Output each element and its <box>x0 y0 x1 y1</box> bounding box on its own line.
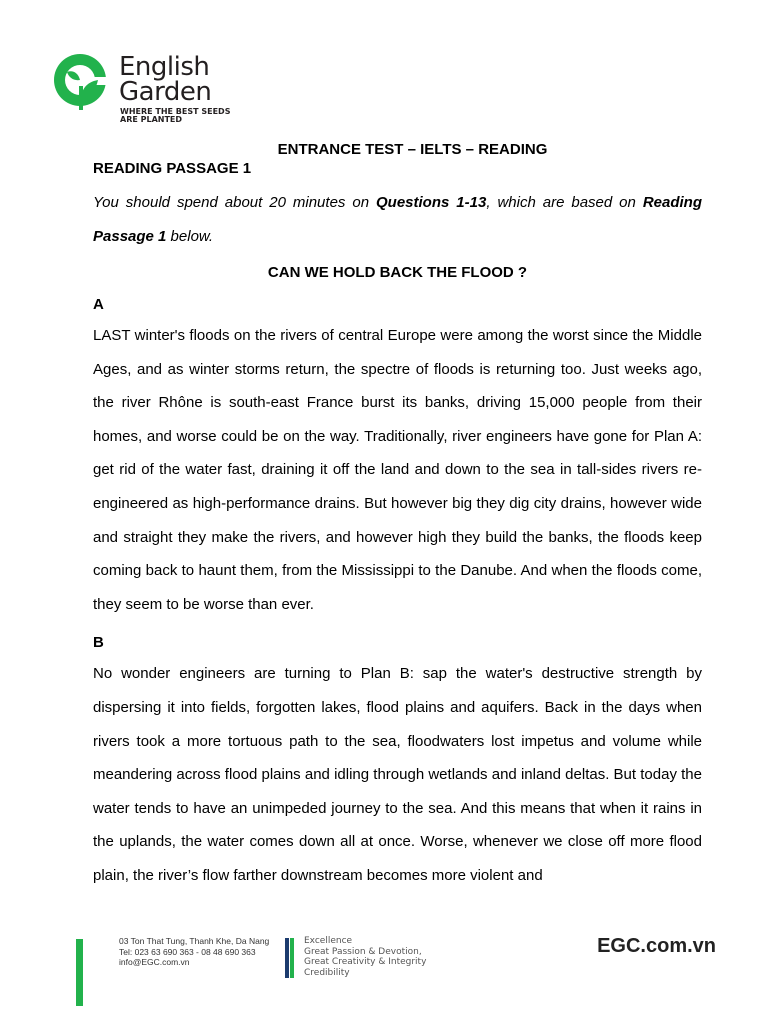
section-paragraph-b: No wonder engineers are turning to Plan B: sap the water's destructive strength by dispersing it into fields, forgotten lakes, flood plains and aquifers. Back in the days when rivers took a more tortuous path to the sea, floodwaters lost impetus and volume while meandering across flood plains and idling through wetlands and inland deltas. But today the water tends to have an unimpeded journey to the sea. And this means that when it rains in the uplands, the water comes down all at once. Worse, whenever we close off more flood plain, the river’s flow farther downstream becomes more violent and <box>93 665 702 884</box>
instructions-questions: Questions 1-13 <box>376 194 487 211</box>
document-body <box>93 140 702 893</box>
value-item: Excellence <box>304 936 353 946</box>
values-accent-bar <box>285 938 296 978</box>
section-label-b: B <box>93 634 104 652</box>
brand-line-1: English <box>119 52 210 82</box>
value-item: Great Passion & Devotion, <box>304 946 422 957</box>
website-url: EGC.com.vn <box>597 935 716 957</box>
footer-green-bar <box>76 939 83 1006</box>
instructions-text-3: below. <box>166 228 214 245</box>
test-title: ENTRANCE TEST – IELTS – READING <box>277 141 548 158</box>
english-garden-logo <box>52 50 242 130</box>
value-item: Credibility <box>304 967 350 978</box>
brand-line-2: Garden <box>119 77 212 107</box>
instructions-passage-ref: Reading Passage 1 <box>93 194 702 245</box>
section-paragraph-a: LAST winter's floods on the rivers of central Europe were among the worst since the Middle Ages, and as winter storms return, the spectre of floods is returning too. Just weeks ago, the river Rhône is south-east France burst its banks, driving 15,000 people from their homes, and worse could be on the way. Traditionally, river engineers have gone for Plan A: get rid of the water fast, draining it off the land and down to the sea in tall-sides rivers re-engineered as high-performance drains. But however big they dig city drains, however wide and straight they make the rivers, and however high they build the banks, the floods keep coming back to haunt them, from the Mississippi to the Danube. And when the floods come, they seem to be worse than ever. <box>93 327 702 613</box>
footer-values <box>304 936 426 978</box>
address-email: info@EGC.com.vn <box>119 957 190 967</box>
address-line-1: 03 Ton That Tung, Thanh Khe, Da Nang <box>119 936 270 946</box>
instructions-text-1: You should spend about 20 minutes on <box>93 194 376 211</box>
instructions <box>93 186 702 254</box>
tagline-line-2: ARE PLANTED <box>120 115 183 124</box>
brand-name <box>119 52 212 107</box>
passage-title: CAN WE HOLD BACK THE FLOOD ? <box>267 264 528 281</box>
footer-address <box>119 936 269 968</box>
section-label-a: A <box>93 296 104 313</box>
passage-label: READING PASSAGE 1 <box>93 160 252 177</box>
brand-tagline <box>120 108 230 124</box>
leaf-logo-icon <box>52 50 110 112</box>
address-phone: Tel: 023 63 690 363 - 08 48 690 363 <box>119 946 256 957</box>
tagline-line-1: WHERE THE BEST SEEDS <box>120 107 231 116</box>
instructions-text-2: , which are based on <box>486 194 643 211</box>
value-item: Great Creativity & Integrity <box>304 957 427 967</box>
